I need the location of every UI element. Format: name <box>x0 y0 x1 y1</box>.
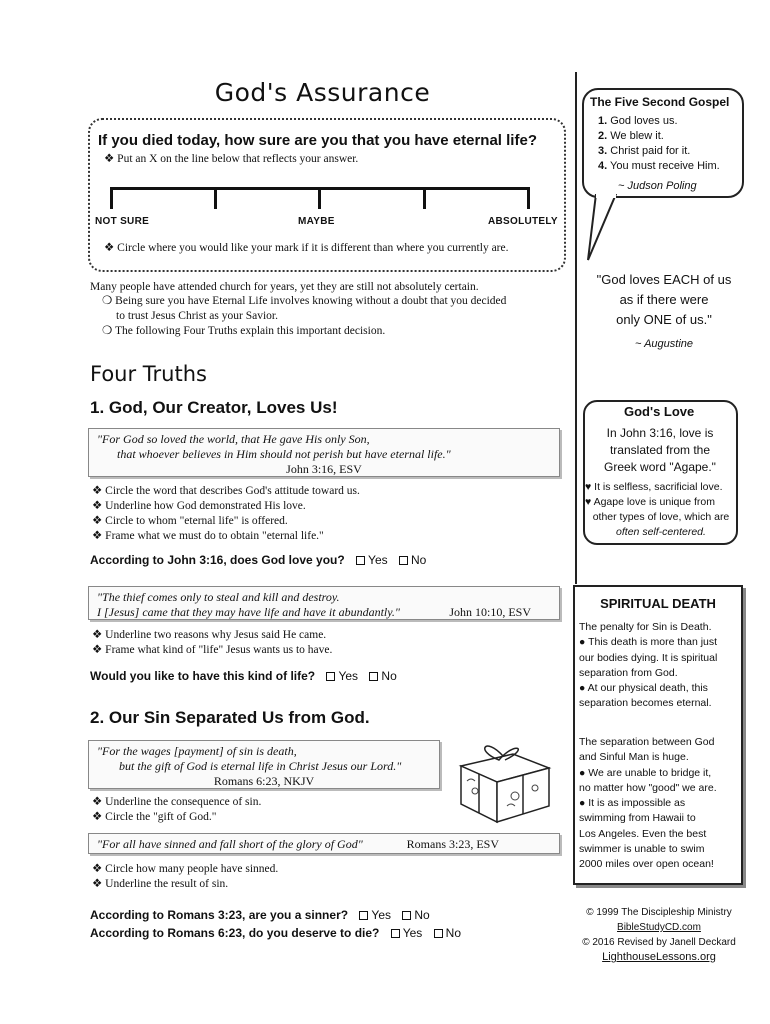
augustine-quote <box>584 270 744 354</box>
verse-reference: Romans 6:23, NKJV <box>213 774 315 788</box>
sidebar-divider <box>575 72 577 584</box>
text-line: and Sinful Man is huge. <box>579 751 689 764</box>
text-line: swimmer is unable to swim <box>579 843 705 856</box>
john-3-16-question <box>90 553 426 567</box>
verse-line: but the gift of God is eternal life in Christ Jesus our Lord." <box>119 759 402 773</box>
text-line: The penalty for Sin is Death. <box>579 621 712 633</box>
list-item: ❖ Circle the "gift of God." <box>92 811 217 823</box>
list-item: 1. God loves us. <box>598 115 678 127</box>
gospel-title: The Five Second Gospel <box>590 95 730 109</box>
yes-label: Yes <box>338 669 359 683</box>
spiritual-death-title: SPIRITUAL DEATH <box>600 596 716 611</box>
quote-line: only ONE of us." <box>616 312 712 327</box>
no-checkbox[interactable] <box>402 911 411 920</box>
list-item: ❖ Underline two reasons why Jesus said He came. <box>92 629 327 641</box>
text-line: ● At our physical death, this <box>579 682 708 695</box>
intro-line: Many people have attended church for years, yet they are still not absolutely certain. <box>90 281 479 293</box>
truth-1-bullets <box>92 484 360 544</box>
truth-1-heading: 1. God, Our Creator, Loves Us! <box>90 398 338 417</box>
romans-3-23-verse <box>88 833 560 854</box>
survey-question: If you died today, how sure are you that you have eternal life? <box>98 132 537 149</box>
gods-love-title: God's Love <box>620 404 698 419</box>
text-line: ● This death is more than just <box>579 636 718 649</box>
yes-checkbox[interactable] <box>326 672 335 681</box>
yes-checkbox[interactable] <box>391 929 400 938</box>
lighthouselessons-link[interactable]: LighthouseLessons.org <box>602 951 716 963</box>
text-line: ● We are unable to bridge it, <box>579 766 712 779</box>
yes-checkbox[interactable] <box>359 911 368 920</box>
text-line: separation from God. <box>579 666 678 679</box>
john-3-16-verse <box>88 428 560 477</box>
list-item: ♥ Agape love is unique from <box>585 496 715 508</box>
truth-2-bullets-2 <box>92 862 278 892</box>
gods-love-bullets <box>585 480 737 540</box>
text-line: swimming from Hawaii to <box>579 812 696 825</box>
scale-label-maybe: MAYBE <box>298 216 335 227</box>
list-item: ❖ Frame what we must do to obtain "eternal life." <box>92 530 324 542</box>
abundant-life-question <box>90 669 397 683</box>
intro-bullet-1: ❍ Being sure you have Eternal Life involves knowing without a doubt that you decided <box>102 295 507 307</box>
truth-1b-bullets <box>92 628 332 658</box>
list-item: ❖ Circle to whom "eternal life" is offered. <box>92 515 288 527</box>
yes-label: Yes <box>371 908 391 922</box>
question-text: According to John 3:16, does God love you? <box>90 553 345 567</box>
text-line: our bodies dying. It is spiritual <box>579 651 718 664</box>
verse-line: "The thief comes only to steal and kill and destroy. <box>97 590 340 604</box>
biblestudycd-link[interactable]: BibleStudyCD.com <box>617 922 701 933</box>
assurance-scale[interactable] <box>110 187 530 207</box>
text-line: no matter how "good" we are. <box>579 781 717 794</box>
list-item: ❖ Circle how many people have sinned. <box>92 863 279 875</box>
intro-bullet-1-cont: to trust Jesus Christ as your Savior. <box>116 310 278 322</box>
list-item: often self-centered. <box>616 526 706 538</box>
yes-label: Yes <box>368 553 388 567</box>
no-checkbox[interactable] <box>399 556 408 565</box>
intro-bullet-2: ❍ The following Four Truths explain this important decision. <box>102 325 386 337</box>
no-checkbox[interactable] <box>369 672 378 681</box>
scale-label-absolutely: ABSOLUTELY <box>488 216 558 227</box>
truth-2-heading: 2. Our Sin Separated Us from God. <box>90 708 370 727</box>
romans-6-23-question <box>90 926 461 940</box>
yes-label: Yes <box>402 926 423 940</box>
four-truths-heading: Four Truths <box>90 362 207 386</box>
romans-3-23-question <box>90 908 430 922</box>
question-text: According to Romans 6:23, do you deserve to die? <box>90 926 380 940</box>
text-line: In John 3:16, love is <box>606 426 714 440</box>
quote-author: ~ Augustine <box>635 338 693 350</box>
verse-line: "For God so loved the world, that He gave His only Son, <box>97 432 370 446</box>
text-line: Greek word "Agape." <box>604 460 716 474</box>
list-item: 4. You must receive Him. <box>598 160 720 172</box>
gods-love-text <box>590 425 730 476</box>
no-label: No <box>414 908 430 922</box>
romans-6-23-verse <box>88 740 440 789</box>
list-item: ❖ Underline the result of sin. <box>92 878 229 890</box>
yes-checkbox[interactable] <box>356 556 365 565</box>
copyright: © 2016 Revised by Janell Deckard <box>582 937 736 948</box>
list-item: ❖ Underline the consequence of sin. <box>92 796 262 808</box>
survey-instruction: ❖ Put an X on the line below that reflects your answer. <box>104 153 359 165</box>
list-item: ❖ Underline how God demonstrated His love. <box>92 500 306 512</box>
verse-reference: Romans 3:23, ESV <box>406 837 499 851</box>
list-item: ❖ Circle the word that describes God's attitude toward us. <box>92 485 360 497</box>
quote-line: as if there were <box>619 292 709 307</box>
scale-label-not-sure: NOT SURE <box>95 216 150 227</box>
gift-icon <box>455 736 555 826</box>
john-10-10-verse <box>88 586 560 620</box>
verse-reference: John 3:16, ESV <box>286 462 362 476</box>
verse-line: "For all have sinned and fall short of the glory of God" <box>97 837 363 851</box>
text-line: Los Angeles. Even the best <box>579 827 707 840</box>
no-label: No <box>381 669 397 683</box>
verse-line: "For the wages [payment] of sin is death, <box>97 744 297 758</box>
list-item: ♥ It is selfless, sacrificial love. <box>585 481 723 493</box>
verse-reference: John 10:10, ESV <box>449 605 531 619</box>
no-label: No <box>445 926 461 940</box>
text-line: separation becomes eternal. <box>579 697 712 710</box>
copyright: © 1999 The Discipleship Ministry <box>586 907 732 918</box>
verse-line: I [Jesus] came that they may have life and have it abundantly." <box>97 605 400 619</box>
separation-text <box>579 735 717 873</box>
verse-line: that whoever believes in Him should not perish but have eternal life." <box>117 447 451 461</box>
no-checkbox[interactable] <box>434 929 443 938</box>
text-line: translated from the <box>609 443 711 457</box>
truth-2-bullets <box>92 795 261 825</box>
gospel-author: ~ Judson Poling <box>618 180 697 192</box>
list-item: ❖ Frame what kind of "life" Jesus wants us to have. <box>92 644 333 656</box>
text-line: 2000 miles over open ocean! <box>579 858 714 871</box>
text-line: ● It is as impossible as <box>579 797 686 810</box>
list-item: other types of love, which are <box>592 511 730 523</box>
survey-instruction-2: ❖ Circle where you would like your mark if it is different than where you currently are. <box>104 242 509 254</box>
no-label: No <box>410 553 427 567</box>
question-text: Would you like to have this kind of life? <box>90 669 316 683</box>
page-title: God's Assurance <box>214 78 431 107</box>
text-line: The separation between God <box>579 736 715 748</box>
speech-bubble-tail <box>586 194 626 264</box>
question-text: According to Romans 3:23, are you a sinner? <box>90 908 349 922</box>
list-item: 2. We blew it. <box>598 130 664 142</box>
quote-line: "God loves EACH of us <box>596 272 732 287</box>
gospel-list <box>598 114 720 174</box>
list-item: 3. Christ paid for it. <box>598 145 691 157</box>
footer-credits <box>574 905 744 965</box>
spiritual-death-text <box>579 620 717 712</box>
